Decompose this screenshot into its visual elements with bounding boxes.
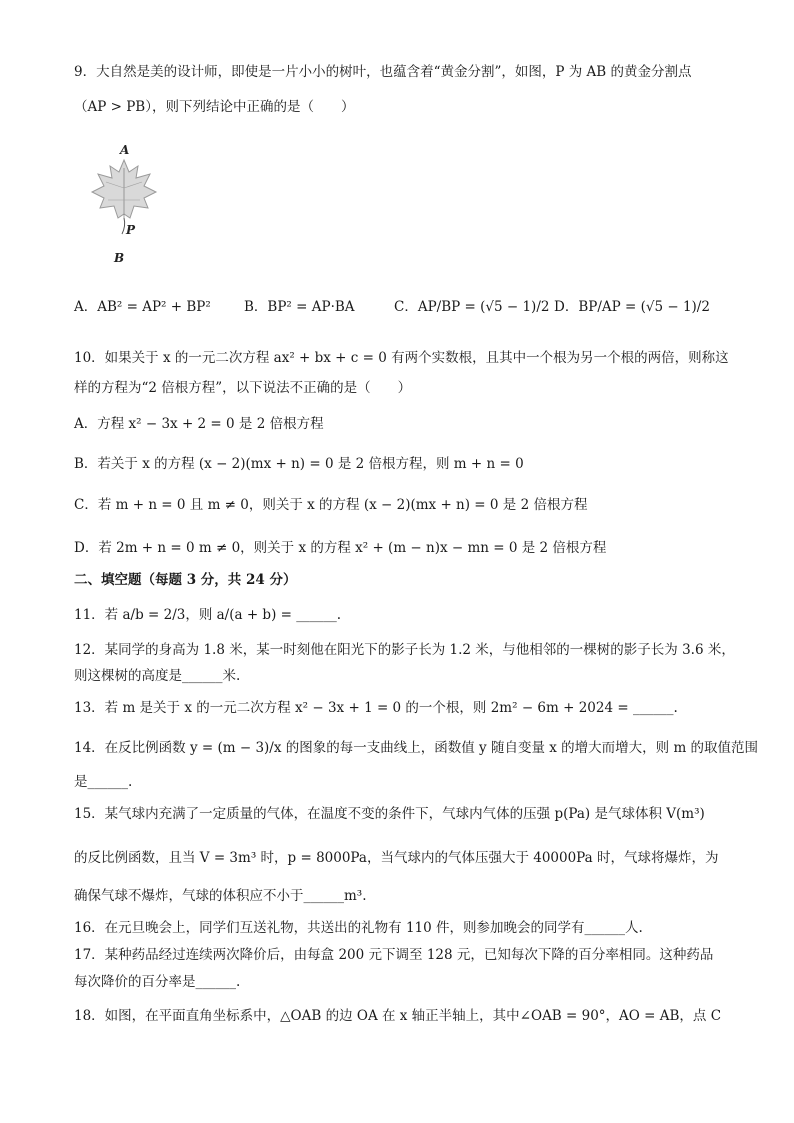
section-heading: 二、填空题（每题 3 分，共 24 分） <box>74 572 297 588</box>
q9-line-2: （AP > PB），则下列结论中正确的是（ ） <box>74 99 355 115</box>
q9-choice-c: C．AP/BP = (√5 − 1)/2 <box>394 299 550 315</box>
leaf-icon <box>92 160 156 234</box>
q11: 11．若 a/b = 2/3，则 a/(a + b) = ______. <box>74 607 342 623</box>
q12-line-2: 则这棵树的高度是______米. <box>74 668 241 684</box>
q9-line-1: 9．大自然是美的设计师，即使是一片小小的树叶，也蕴含着“黄金分割”，如图，P 为 AB 的黄金分割点 <box>74 64 692 80</box>
q16: 16．在元旦晚会上，同学们互送礼物，共送出的礼物有 110 件，则参加晚会的同学有______人. <box>74 920 643 936</box>
q10-option-a: A．方程 x² − 3x + 2 = 0 是 2 倍根方程 <box>74 416 324 432</box>
q9-choices <box>74 282 734 332</box>
q10-option-b: B．若关于 x 的方程 (x − 2)(mx + n) = 0 是 2 倍根方程，则 m + n = 0 <box>74 456 524 472</box>
q17-line-2: 每次降价的百分率是______. <box>74 974 241 990</box>
q12-line-1: 12．某同学的身高为 1.8 米，某一时刻他在阳光下的影子长为 1.2 米，与他相邻的一棵树的影子长为 3.6 米， <box>74 642 735 658</box>
q15-line-1: 15．某气球内充满了一定质量的气体，在温度不变的条件下，气球内气体的压强 p(Pa) 是气球体积 V(m³) <box>74 806 705 822</box>
q18-line-1: 18．如图，在平面直角坐标系中，△OAB 的边 OA 在 x 轴正半轴上，其中∠OAB = 90°，AO = AB，点 C <box>74 1008 722 1024</box>
q9-choice-a: A．AB² = AP² + BP² <box>74 299 211 315</box>
q9-choice-b: B．BP² = AP·BA <box>244 299 355 315</box>
q13: 13．若 m 是关于 x 的一元二次方程 x² − 3x + 1 = 0 的一个根，则 2m² − 6m + 2024 = ______. <box>74 700 678 716</box>
q14-line-1: 14．在反比例函数 y = (m − 3)/x 的图象的每一支曲线上，函数值 y 随自变量 x 的增大而增大，则 m 的取值范围 <box>74 740 759 756</box>
q15-line-2: 的反比例函数，且当 V = 3m³ 时，p = 8000Pa，当气球内的气体压强大于 40000Pa 时，气球将爆炸，为 <box>74 850 719 866</box>
figure-label-p: P <box>126 223 136 237</box>
q10-option-c: C．若 m + n = 0 且 m ≠ 0，则关于 x 的方程 (x − 2)(mx + n) = 0 是 2 倍根方程 <box>74 497 588 513</box>
q10-option-d: D．若 2m + n = 0 m ≠ 0，则关于 x 的方程 x² + (m − n)x − mn = 0 是 2 倍根方程 <box>74 540 607 556</box>
q9-choice-d: D．BP/AP = (√5 − 1)/2 <box>554 299 710 315</box>
q17-line-1: 17．某种药品经过连续两次降价后，由每盒 200 元下调至 128 元，已知每次下降的百分率相同。这种药品 <box>74 947 714 963</box>
q14-line-2: 是______. <box>74 774 133 790</box>
q15-line-3: 确保气球不爆炸，气球的体积应不小于______m³. <box>74 888 367 904</box>
q10-line-1: 10．如果关于 x 的一元二次方程 ax² + bx + c = 0 有两个实数根，且其中一个根为另一个根的两倍，则称这 <box>74 350 729 366</box>
figure-label-a: A <box>120 143 130 157</box>
figure-label-b: B <box>114 251 125 265</box>
maple-leaf-figure <box>84 138 164 268</box>
q10-line-2: 样的方程为“2 倍根方程”，以下说法不正确的是（ ） <box>74 380 412 396</box>
